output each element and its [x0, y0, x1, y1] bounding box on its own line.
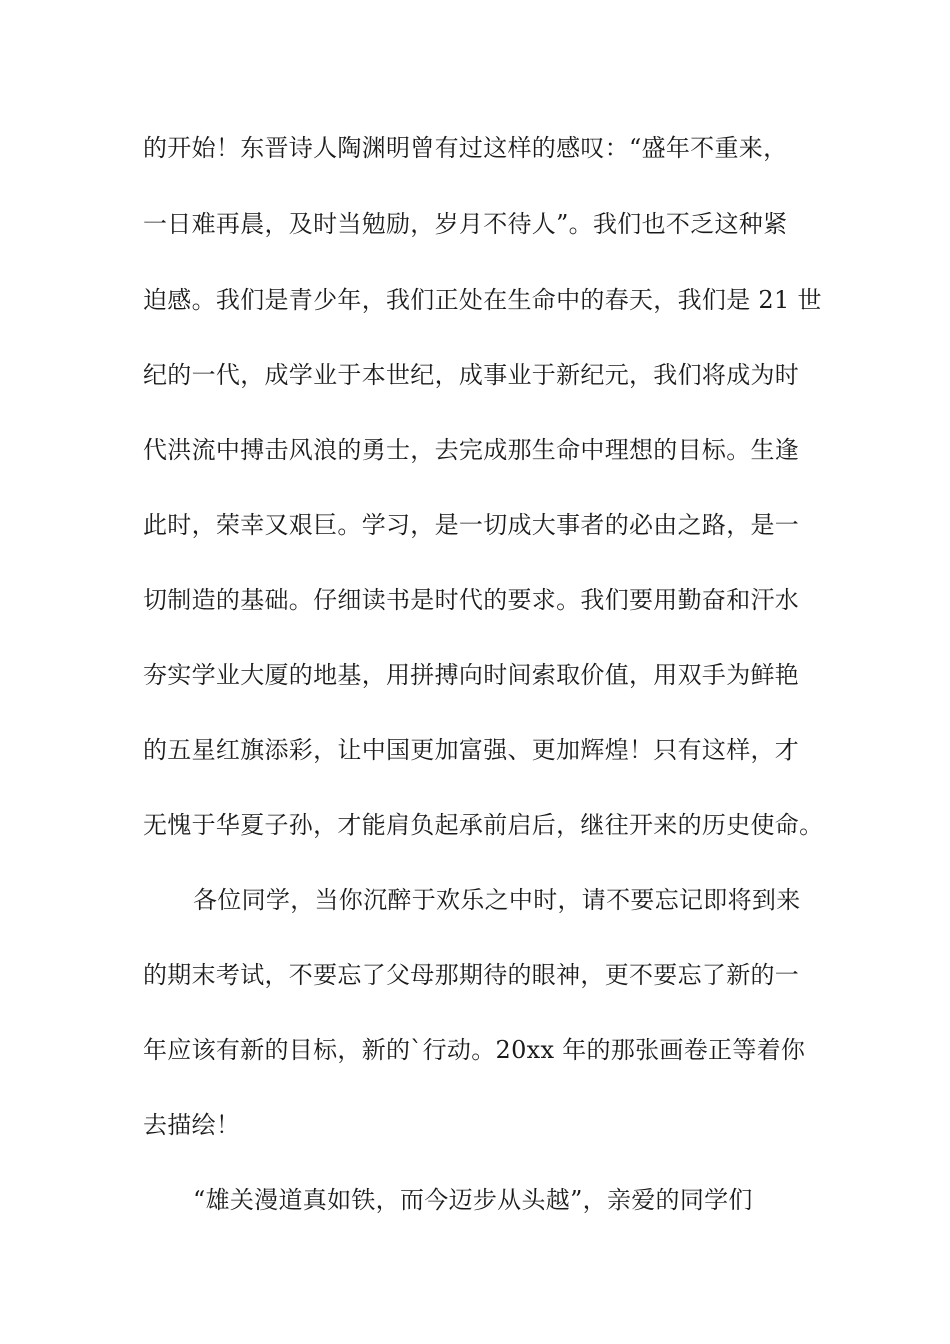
body-text-line: 代洪流中搏击风浪的勇士，去完成那生命中理想的目标。生逢 [143, 436, 800, 464]
paragraph-first-line: 各位同学，当你沉醉于欢乐之中时，请不要忘记即将到来 [193, 886, 801, 914]
body-text-line: 切制造的基础。仔细读书是时代的要求。我们要用勤奋和汗水 [143, 586, 800, 614]
body-text-line: 一日难再晨，及时当勉励，岁月不待人”。我们也不乏这种紧 [143, 210, 788, 238]
body-text-line: 的五星红旗添彩，让中国更加富强、更加辉煌！只有这样，才 [143, 736, 800, 764]
body-text-line: 的期末考试，不要忘了父母那期待的眼神，更不要忘了新的一 [143, 961, 800, 989]
body-text-line: 此时，荣幸又艰巨。学习，是一切成大事者的必由之路，是一 [143, 511, 800, 539]
body-text-line: 无愧于华夏子孙，才能肩负起承前启后，继往开来的历史使命。 [143, 811, 824, 839]
body-text-line: 迫感。我们是青少年，我们正处在生命中的春天，我们是 21 世 [143, 286, 822, 314]
body-text-line: 纪的一代，成学业于本世纪，成事业于新纪元，我们将成为时 [143, 361, 800, 389]
body-text-line: 的开始！东晋诗人陶渊明曾有过这样的感叹：“盛年不重来， [143, 134, 788, 162]
body-text-line: 年应该有新的目标，新的`行动。20xx 年的那张画卷正等着你 [143, 1036, 806, 1064]
paragraph-first-line: “雄关漫道真如铁，而今迈步从头越”，亲爱的同学们 [193, 1186, 753, 1214]
body-text-line: 夯实学业大厦的地基，用拼搏向时间索取价值，用双手为鲜艳 [143, 661, 800, 689]
body-text-line: 去描绘！ [143, 1111, 241, 1139]
